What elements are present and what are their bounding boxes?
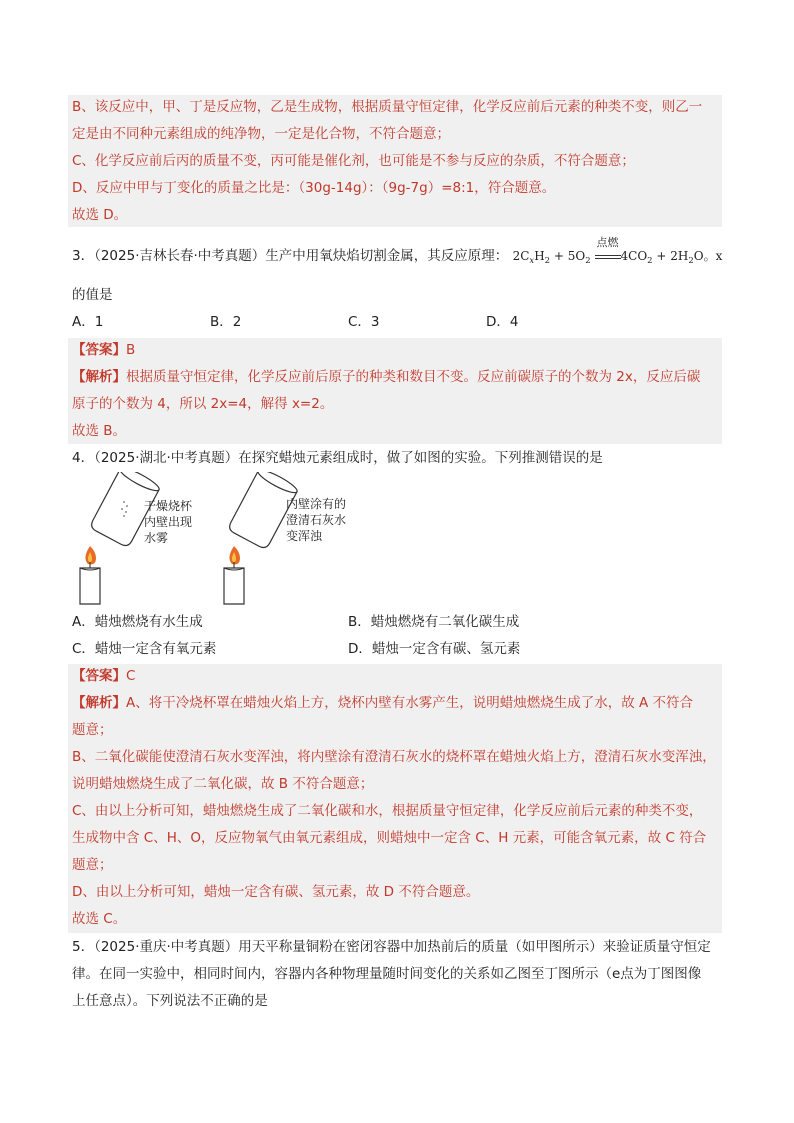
q3-choice: 故选 B。 [72, 423, 127, 439]
q4-analysis-c2: 生成物中含 C、H、O，反应物氧气由氧元素组成，则蜡烛中一定含 C、H 元素，可能含氧元素，故 C 符合 [72, 830, 707, 846]
q3-option-c: C．3 [348, 314, 380, 330]
f-o: O [693, 249, 704, 263]
fig-right-label [286, 496, 346, 544]
f-2h: + 2H [652, 249, 689, 263]
q3-option-b: B．2 [210, 314, 242, 330]
fig-right-label-1: 内壁涂有的 [286, 497, 347, 511]
q3-analysis-text-1: 根据质量守恒定律，化学反应前后原子的种类和数目不变。反应前碳原子的个数为 2x，反应后碳 [126, 369, 701, 385]
f-condition-text: 点燃 [596, 236, 619, 249]
q3-analysis-2: 原子的个数为 4，所以 2x=4，解得 x=2。 [72, 396, 334, 412]
q3-analysis-1 [72, 366, 722, 388]
q4-answer-tag: 【答案】 [72, 668, 126, 684]
q2-c-line: C、化学反应前后丙的质量不变，丙可能是催化剂，也可能是不参与反应的杂质，不符合题意； [72, 153, 635, 169]
q3-option-d: D．4 [486, 314, 519, 330]
q2-b-line2: 定是由不同种元素组成的纯净物，一定是化合物，不符合题意； [72, 126, 450, 142]
f-h: H [534, 249, 545, 263]
q4-analysis-b2: 说明蜡烛燃烧生成了二氧化碳，故 B 不符合题意； [72, 776, 374, 792]
q4-option-d: D．蜡烛一定含有碳、氢元素 [348, 641, 521, 657]
q4-analysis-d: D、由以上分析可知，蜡烛一定含有碳、氢元素，故 D 不符合题意。 [72, 884, 480, 900]
f-tail: 。x [703, 249, 723, 263]
f-h2-sub: 2 [688, 256, 694, 266]
q3-stem2: 的值是 [72, 287, 113, 303]
q4-choice: 故选 C。 [72, 911, 127, 927]
f-4co: 4CO [620, 249, 648, 263]
q4-analysis-c3: 题意； [72, 857, 113, 873]
f-h-sub: 2 [544, 256, 551, 266]
q4-option-c: C．蜡烛一定含有氧元素 [72, 641, 217, 657]
q3-analysis-tag: 【解析】 [72, 369, 126, 385]
water-droplets [121, 501, 128, 517]
q4-analysis-a1 [72, 692, 722, 714]
f-5o: + 5O [550, 249, 586, 263]
f-co-sub: 2 [647, 256, 653, 266]
q3-answer-value: B [126, 342, 136, 358]
fig-left-label-3: 水雾 [144, 531, 169, 545]
q4-option-a: A．蜡烛燃烧有水生成 [72, 614, 203, 630]
right-candle [224, 546, 244, 604]
q2-d-line: D、反应中甲与丁变化的质量之比是：（30g-14g）：（9g-7g）=8:1，符合题意。 [72, 180, 556, 196]
fig-right-label-3: 变浑浊 [286, 529, 323, 543]
left-candle [80, 546, 100, 604]
q4-analysis-tag: 【解析】 [72, 695, 126, 711]
q5-stem-3: 上任意点）。下列说法不正确的是 [72, 993, 268, 1009]
q4-analysis-a-text: A、将干冷烧杯罩在蜡烛火焰上方，烧杯内壁有水雾产生，说明蜡烛燃烧生成了水，故 A 不符合 [126, 695, 694, 711]
q3-stem-text: 3．（2025·吉林长春·中考真题）生产中用氧炔焰切割金属，其反应原理： [72, 248, 509, 264]
q5-stem-1: 5．（2025·重庆·中考真题）用天平称量铜粉在密闭容器中加热前后的质量（如甲图所示）来验证质量守恒定 [72, 939, 711, 955]
q3-formula [512, 236, 723, 266]
q4-analysis-a2: 题意； [72, 722, 113, 738]
fig-left-label-1: 干燥烧杯 [144, 499, 193, 513]
q4-answer [72, 665, 722, 687]
f-condition [595, 236, 621, 267]
q3-stem [72, 236, 723, 272]
q3-option-a: A．1 [72, 314, 104, 330]
q4-analysis-b1: B、二氧化碳能使澄清石灰水变浑浊，将内壁涂有澄清石灰水的烧杯罩在蜡烛火焰上方，澄清石灰水变浑浊， [72, 749, 716, 765]
q4-analysis-c1: C、由以上分析可知，蜡烛燃烧生成了二氧化碳和水，根据质量守恒定律，化学反应前后元素的种类不变， [72, 803, 703, 819]
q3-answer [72, 339, 722, 361]
q4-answer-value: C [126, 668, 136, 684]
q2-choice: 故选 D。 [72, 207, 128, 223]
q3-answer-tag: 【答案】 [72, 342, 126, 358]
q4-stem: 4．（2025·湖北·中考真题）在探究蜡烛元素组成时，做了如图的实验。下列推测错误的是 [72, 450, 603, 466]
fig-right-label-2: 澄清石灰水 [286, 513, 347, 527]
f-2c: 2C [512, 249, 530, 263]
f-o-sub: 2 [585, 256, 591, 266]
q2-b-line1: B、该反应中，甲、丁是反应物，乙是生成物，根据质量守恒定律，化学反应前后元素的种类不变，则乙一 [72, 99, 703, 115]
fig-left-label [144, 498, 192, 546]
fig-left-label-2: 内壁出现 [144, 515, 193, 529]
q4-option-b: B．蜡烛燃烧有二氧化碳生成 [348, 614, 520, 630]
f-x: x [529, 256, 535, 266]
q5-stem-2: 律。在同一实验中，相同时间内，容器内各种物理量随时间变化的关系如乙图至丁图所示（e点为丁图图像 [72, 966, 702, 982]
